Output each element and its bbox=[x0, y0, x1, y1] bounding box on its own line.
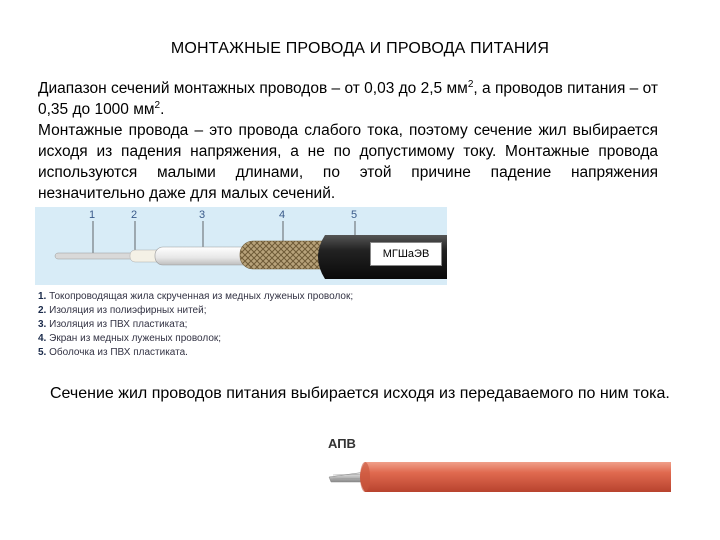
cable-number-3: 3 bbox=[199, 209, 206, 221]
intro-text-c: . bbox=[160, 101, 165, 118]
intro-text-b: , а проводов питания – от 0,35 до 1000 мм bbox=[38, 80, 658, 118]
intro-paragraph-1 bbox=[38, 78, 658, 120]
section-2-text: Сечение жил проводов питания выбирается исходя из передаваемого по ним тока. bbox=[50, 385, 670, 402]
cable-type-label: МГШаЭВ bbox=[370, 242, 442, 266]
legend-item: 4. Экран из медных луженых проволок; bbox=[38, 333, 222, 344]
legend-item: 2. Изоляция из полиэфирных нитей; bbox=[38, 305, 207, 316]
cable-number-2: 2 bbox=[131, 209, 138, 221]
legend-item: 5. Оболочка из ПВХ пластиката. bbox=[38, 347, 188, 358]
legend-item: 1. Токопроводящая жила скрученная из медных луженых проволок; bbox=[38, 291, 354, 302]
page-title: МОНТАЖНЫЕ ПРОВОДА И ПРОВОДА ПИТАНИЯ bbox=[170, 40, 550, 57]
apv-label: АПВ bbox=[328, 436, 356, 451]
legend-item: 3. Изоляция из ПВХ пластиката; bbox=[38, 319, 188, 330]
superscript: 2 bbox=[467, 79, 474, 90]
intro-paragraph-2: Монтажные провода – это провода слабого тока, поэтому сечение жил выбирается исходя из падения напряжения, а не по допустимому току. Монтажные провода используются малыми длинами, по этой причине падение напряжения незначительно даже для малых сечений. bbox=[38, 122, 658, 202]
cable-number-4: 4 bbox=[279, 209, 286, 221]
apv-wire-drawing bbox=[325, 456, 675, 498]
cable-number-1: 1 bbox=[89, 209, 96, 221]
cable-legend bbox=[38, 290, 458, 360]
pvc-insulation bbox=[360, 462, 671, 492]
intro-text-a: Диапазон сечений монтажных проводов – от 0,03 до 2,5 мм bbox=[38, 80, 468, 97]
apv-wire-illustration bbox=[325, 456, 675, 503]
superscript: 2 bbox=[154, 100, 161, 111]
cable-number-5: 5 bbox=[351, 209, 358, 221]
intro-text bbox=[38, 78, 658, 204]
